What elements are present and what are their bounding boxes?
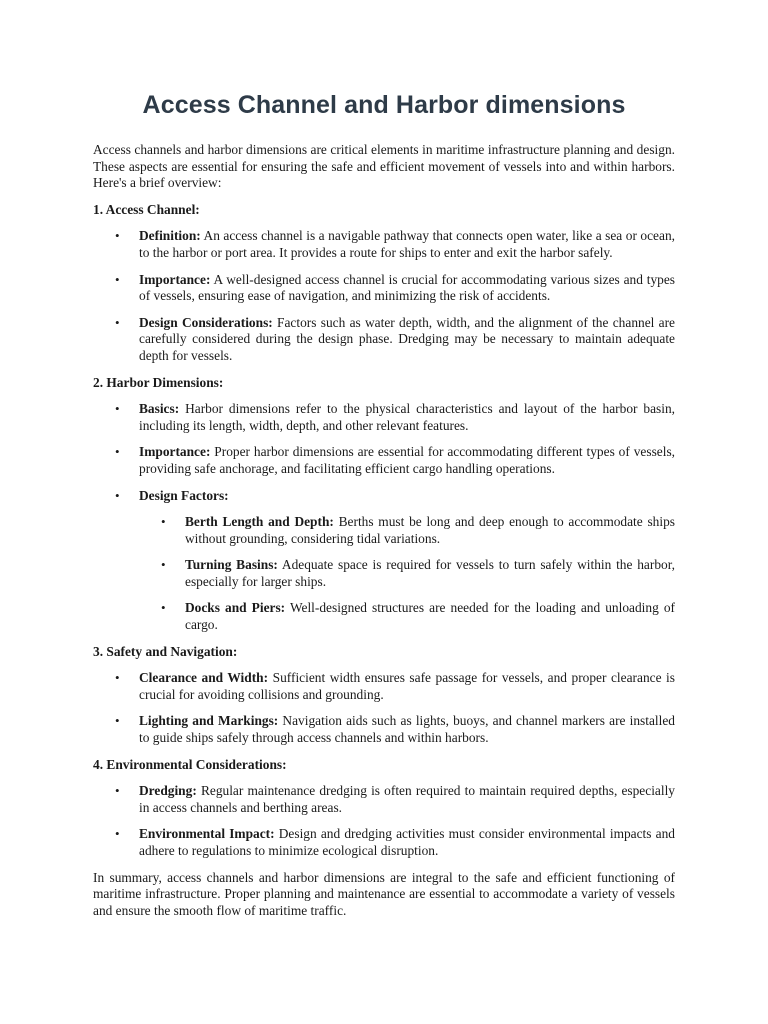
item-term: Importance: bbox=[139, 444, 211, 460]
list-item bbox=[93, 272, 675, 305]
item-text: Well-designed structures are needed for the loading and unloading of cargo. bbox=[185, 600, 675, 633]
item-term: Lighting and Markings: bbox=[139, 713, 279, 729]
bullet-icon: • bbox=[115, 401, 120, 417]
item-text: Berths must be long and deep enough to accommodate ships without grounding, considering tidal variations. bbox=[185, 514, 675, 546]
item-term: Design Factors: bbox=[139, 487, 229, 503]
bullet-icon: • bbox=[115, 783, 120, 799]
summary-paragraph: In summary, access channels and harbor dimensions are integral to the safe and efficient functioning of maritime infrastructure. Proper planning and maintenance are essential to accommodate a variety of vessels and ensure the smooth flow of maritime traffic. bbox=[93, 869, 675, 918]
item-text: Harbor dimensions refer to the physical characteristics and layout of the harbor basin, including its length, width, depth, and other relevant features. bbox=[139, 401, 675, 433]
sublist-item bbox=[139, 514, 675, 547]
item-text: Proper harbor dimensions are essential for accommodating different types of vessels, providing safe anchorage, and facilitating efficient cargo handling operations. bbox=[139, 444, 675, 476]
item-text: Navigation aids such as lights, buoys, and channel markers are installed to guide ships safely through access channels and within harbors. bbox=[139, 713, 675, 746]
item-term: Docks and Piers: bbox=[185, 600, 286, 616]
bullet-icon: • bbox=[115, 271, 120, 287]
list-item bbox=[93, 401, 675, 434]
item-term: Design Considerations: bbox=[139, 314, 273, 330]
document-page bbox=[93, 0, 675, 919]
sublist-item bbox=[139, 600, 675, 633]
item-text: An access channel is a navigable pathway that connects open water, like a sea or ocean, to the harbor or port area. It provides a route for ships to enter and exit the harbor safely. bbox=[139, 228, 675, 260]
list-item bbox=[93, 315, 675, 365]
list-item bbox=[93, 783, 675, 816]
item-term: Definition: bbox=[139, 228, 201, 244]
bullet-icon: • bbox=[115, 228, 120, 244]
item-term: Basics: bbox=[139, 401, 180, 417]
design-factors-sublist bbox=[139, 514, 675, 634]
page-title: Access Channel and Harbor dimensions bbox=[142, 91, 626, 119]
bullet-icon: • bbox=[115, 444, 120, 460]
list-item bbox=[93, 228, 675, 261]
list-item bbox=[93, 444, 675, 477]
item-term: Dredging: bbox=[139, 783, 197, 799]
bullet-icon: • bbox=[115, 487, 120, 503]
bullet-icon: • bbox=[115, 826, 120, 842]
safety-navigation-list bbox=[93, 670, 675, 746]
bullet-icon: • bbox=[115, 670, 120, 686]
section-heading-environmental: 4. Environmental Considerations: bbox=[93, 756, 287, 772]
harbor-dimensions-list bbox=[93, 401, 675, 634]
list-item bbox=[93, 713, 675, 746]
item-text: Design and dredging activities must consider environmental impacts and adhere to regulations to minimize ecological disruption. bbox=[139, 826, 675, 858]
section-heading-safety-navigation: 3. Safety and Navigation: bbox=[93, 643, 238, 659]
item-text: Regular maintenance dredging is often required to maintain required depths, especially in access channels and berthing areas. bbox=[139, 783, 675, 815]
item-term: Berth Length and Depth: bbox=[185, 514, 334, 530]
item-term: Importance: bbox=[139, 271, 211, 287]
section-heading-access-channel: 1. Access Channel: bbox=[93, 201, 200, 217]
item-text: Factors such as water depth, width, and the alignment of the channel are carefully considered during the design phase. Dredging may be necessary to maintain adequate depth for vessels. bbox=[139, 314, 675, 363]
list-item bbox=[93, 488, 675, 634]
item-text: Adequate space is required for vessels to turn safely within the harbor, especially for larger ships. bbox=[185, 557, 675, 589]
item-term: Clearance and Width: bbox=[139, 670, 269, 686]
item-text: A well-designed access channel is crucial for accommodating various sizes and types of vessels, ensuring ease of navigation, and minimizing the risk of accidents. bbox=[139, 271, 675, 304]
access-channel-list bbox=[93, 228, 675, 364]
bullet-icon: • bbox=[161, 514, 166, 530]
bullet-icon: • bbox=[115, 713, 120, 729]
bullet-icon: • bbox=[161, 557, 166, 573]
intro-paragraph: Access channels and harbor dimensions are critical elements in maritime infrastructure planning and design. These aspects are essential for ensuring the safe and efficient movement of vessels into and within harbors. Here's a brief overview: bbox=[93, 142, 675, 191]
item-term: Environmental Impact: bbox=[139, 826, 275, 842]
sublist-item bbox=[139, 557, 675, 590]
item-text: Sufficient width ensures safe passage for vessels, and proper clearance is crucial for avoiding collisions and grounding. bbox=[139, 670, 675, 702]
list-item bbox=[93, 670, 675, 703]
bullet-icon: • bbox=[115, 314, 120, 330]
environmental-list bbox=[93, 783, 675, 859]
item-term: Turning Basins: bbox=[185, 557, 278, 573]
section-heading-harbor-dimensions: 2. Harbor Dimensions: bbox=[93, 374, 224, 390]
bullet-icon: • bbox=[161, 600, 166, 616]
list-item bbox=[93, 826, 675, 859]
